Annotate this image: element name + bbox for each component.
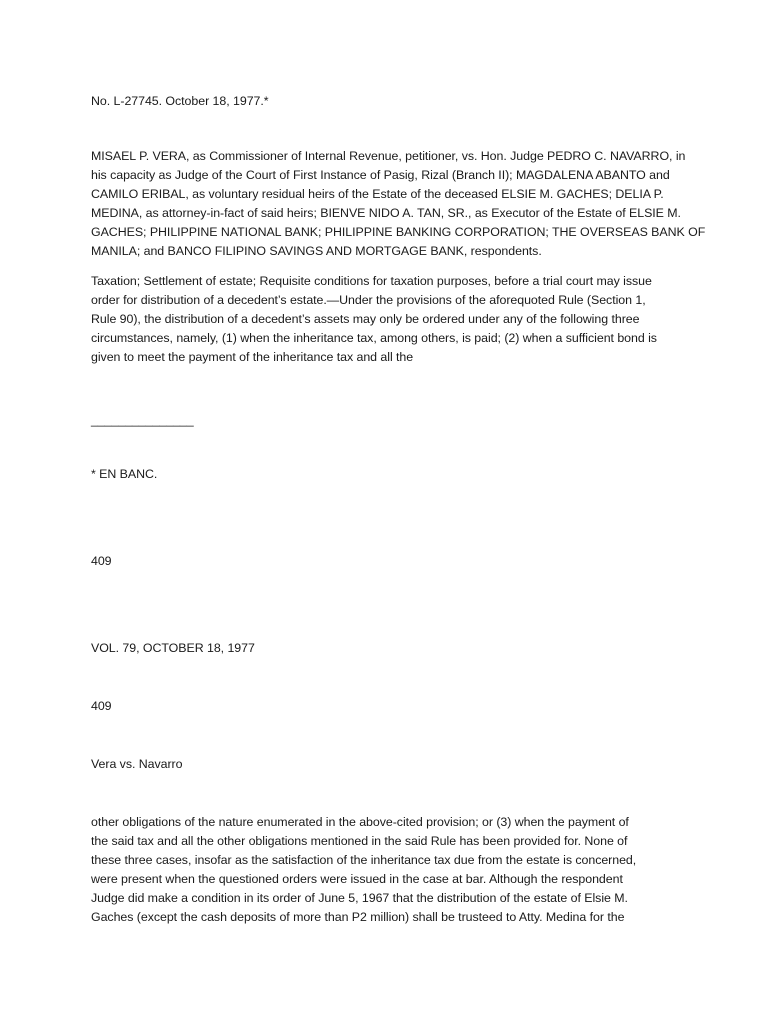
- syllabus-line: order for distribution of a decedent’s estate.—Under the provisions of the aforequoted Rule (Section 1,: [91, 293, 646, 307]
- syllabus-line: Rule 90), the distribution of a decedent’s assets may only be ordered under any of the following three: [91, 312, 640, 326]
- continuation-line: were present when the questioned orders were issued in the case at bar. Although the respondent: [91, 872, 623, 886]
- continuation-line: other obligations of the nature enumerated in the above-cited provision; or (3) when the payment of: [91, 815, 629, 829]
- page-number: 409: [91, 699, 112, 713]
- parties-paragraph: [91, 147, 706, 261]
- continuation-line: Judge did make a condition in its order of June 5, 1967 that the distribution of the estate of Elsie M.: [91, 891, 628, 905]
- parties-line: MEDINA, as attorney-in-fact of said heirs; BIENVE NIDO A. TAN, SR., as Executor of the Estate of ELSIE M.: [91, 206, 681, 220]
- parties-line: GACHES; PHILIPPINE NATIONAL BANK; PHILIPPINE BANKING CORPORATION; THE OVERSEAS BANK OF: [91, 225, 706, 239]
- continuation-line: Gaches (except the cash deposits of more than P2 million) shall be trusteed to Atty. Medina for the: [91, 910, 625, 924]
- syllabus-line: Taxation; Settlement of estate; Requisite conditions for taxation purposes, before a trial court may issue: [91, 274, 652, 288]
- syllabus-paragraph: [91, 272, 681, 367]
- footnote-rule: _______________: [91, 413, 194, 427]
- page-number: 409: [91, 554, 112, 568]
- volume-header: VOL. 79, OCTOBER 18, 1977: [91, 641, 255, 655]
- footnote: * EN BANC.: [91, 467, 158, 481]
- case-number: No. L-27745. October 18, 1977.*: [91, 94, 269, 108]
- parties-line: MISAEL P. VERA, as Commissioner of Internal Revenue, petitioner, vs. Hon. Judge PEDRO C. NAVARRO, in: [91, 149, 686, 163]
- syllabus-line: circumstances, namely, (1) when the inheritance tax, among others, is paid; (2) when a sufficient bond is: [91, 331, 657, 345]
- parties-line: his capacity as Judge of the Court of First Instance of Pasig, Rizal (Branch II); MAGDALENA ABANTO and: [91, 168, 670, 182]
- running-title: Vera vs. Navarro: [91, 757, 183, 771]
- continuation-line: the said tax and all the other obligations mentioned in the said Rule has been provided for. None of: [91, 834, 628, 848]
- continuation-paragraph: [91, 813, 681, 927]
- continuation-line: these three cases, insofar as the satisfaction of the inheritance tax due from the estate is concerned,: [91, 853, 637, 867]
- syllabus-line: given to meet the payment of the inheritance tax and all the: [91, 350, 414, 364]
- parties-line: MANILA; and BANCO FILIPINO SAVINGS AND MORTGAGE BANK, respondents.: [91, 244, 542, 258]
- parties-line: CAMILO ERIBAL, as voluntary residual heirs of the Estate of the deceased ELSIE M. GACHES; DELIA P.: [91, 187, 664, 201]
